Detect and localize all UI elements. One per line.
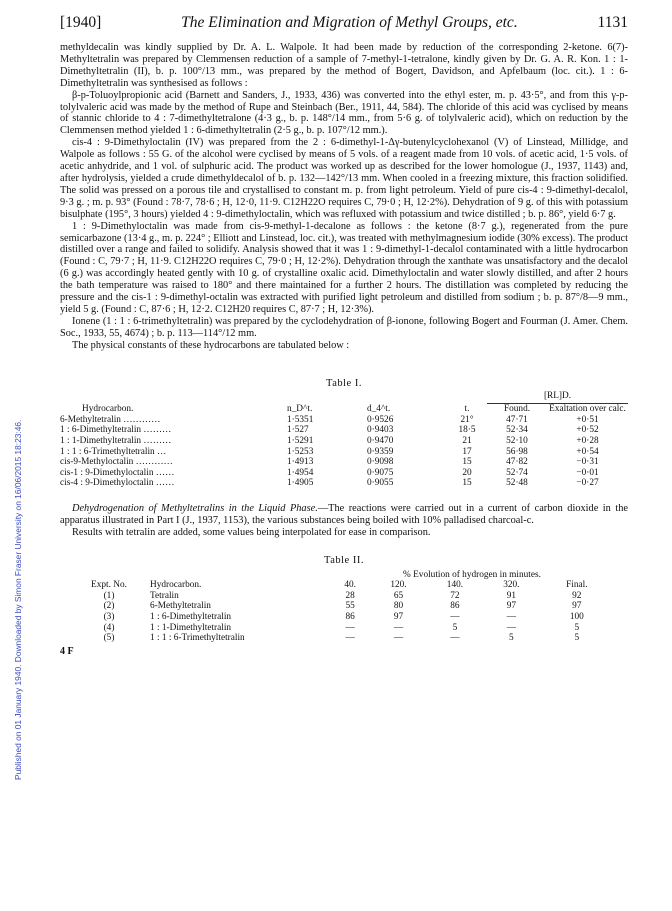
running-header <box>60 14 628 42</box>
table-cell: Tetralin <box>150 590 179 601</box>
table-cell: 1 : 1-Dimethyltetralin ……… <box>60 435 172 446</box>
column-header: Final. <box>566 580 588 591</box>
page <box>60 14 628 657</box>
section-text-run: —The reactions were carried out in a current of carbon dioxide in the apparatus illustrated in Part I (J., 1937, 1153), the various substances being boiled with 10% palladised charcoal-c. <box>60 502 628 526</box>
table-row <box>60 447 628 458</box>
paragraph: 1 : 9-Dimethyloctalin was made from cis-9-methyl-1-decalone as follows : the ketone (8·7 g.), regenerated from the pure semicarbazone (13·4 g., m. p. 224° ; Elliott and Linstead, loc. cit.), was treated with methylmagnesium iodide (30% excess). The product distilled over a range and failed to solidify. Analysis showed that it was 1 : 9-dimethyl-1-decalol contaminated with a little hydrocarbon (Found : C, 79·7 ; H, 11·9. C12H22O requires C, 79·0 ; H, 12·2%). Dehydration through the xanthate was unsatisfactory and the decalol (6 g.) was accordingly heated gently with 10 g. of crystalline oxalic acid. Dimethyloctalin and water slowly distilled, and after 2 hours the bath temperature was raised to 180° and there maintained for a further 2 hours. The distillation was completed by reducing the pressure and the cis-1 : 9-dimethyl-octalin was extracted with purified light petroleum and distilled from sodium ; b. p. 87°/8—9 mm., yield 5 g. (Found : C, 87·6 ; H, 12·2. C12H20 requires C, 87·7 ; H, 12·3%). <box>60 220 628 315</box>
table-cell: 6-Methyltetralin ………… <box>60 414 161 425</box>
table-cell: 92 <box>572 590 582 601</box>
column-header: Expt. No. <box>91 580 127 591</box>
table-cell: 28 <box>345 590 355 601</box>
table-cell: 5 <box>509 633 514 644</box>
table-cell: +0·51 <box>576 414 599 425</box>
table-cell: cis-4 : 9-Dimethyloctalin …… <box>60 478 175 489</box>
table-cell: 1 : 1 : 6-Trimethyltetralin <box>150 633 245 644</box>
table-cell: 1 : 6-Dimethyltetralin ……… <box>60 425 172 436</box>
column-header: n_D^t. <box>287 403 313 414</box>
table-cell: 0·9359 <box>367 446 394 457</box>
table-row <box>74 633 614 644</box>
table-cell: 1·4954 <box>287 467 314 478</box>
table-cell: 52·74 <box>506 467 528 478</box>
table-row <box>60 436 628 447</box>
table-cell: 0·9403 <box>367 425 394 436</box>
table-cell: 1·5253 <box>287 446 314 457</box>
table-cell: — <box>345 633 355 644</box>
table-cell: 97 <box>393 612 404 622</box>
section-text <box>60 503 628 539</box>
table-2 <box>74 570 614 644</box>
table-cell: 65 <box>393 590 404 601</box>
table-cell: — <box>506 612 517 622</box>
table-cell: 1·5291 <box>287 435 314 446</box>
table-row <box>74 612 614 623</box>
table-cell: 52·10 <box>506 435 528 446</box>
table-cell: — <box>450 612 460 622</box>
paragraph: β-p-Toluoylpropionic acid (Barnett and Sanders, J., 1933, 436) was converted into the ethyl ester, m. p. 43·5°, and from this γ-p-tolylvaleric acid was made by the method of Rupe and Steinbach (Ber., 1911, 44, 584). The chloride of this acid was cyclised by means of stannic chloride to 4 : 7-dimethyltetralone (4·3 g., b. p. 148°/14 mm., from 5·6 g. of tolylvaleric acid), which on reduction by the Clemmensen method yielded 1 : 6-dimethyltetralin (2·5 g., b. p. 107°/12 mm.). <box>60 89 628 137</box>
table-1-caption: Table I. <box>326 377 362 389</box>
table-cell: — <box>393 622 404 633</box>
body-text <box>60 42 628 352</box>
table-cell: −0·27 <box>576 478 599 489</box>
table-cell: 20 <box>462 467 472 478</box>
paragraph: Ionene (1 : 1 : 6-trimethyltetralin) was prepared by the cyclodehydration of β-ionone, following Bogert and Fourman (J. Amer. Chem. Soc., 1933, 55, 4674) ; b. p. 113—114°/12 mm. <box>60 315 628 339</box>
table-cell: — <box>393 633 404 644</box>
table-cell: −0·31 <box>576 457 599 468</box>
table-row <box>60 425 628 436</box>
table-cell: cis-9-Methyloctalin ………… <box>60 457 173 468</box>
table-cell: 15 <box>462 457 472 468</box>
signature-mark: 4 F <box>60 645 74 657</box>
table-cell: 97 <box>506 601 517 612</box>
table-cell: 80 <box>393 601 404 612</box>
provenance-text: Published on 01 January 1940. Downloaded by Simon Fraser University on 16/06/2015 18:23:46. <box>13 419 23 780</box>
table-cell: 100 <box>569 612 584 622</box>
column-header: Exaltation over calc. <box>549 404 626 415</box>
table-1-group-header: [RL]D. <box>487 391 628 404</box>
table-row <box>74 591 614 602</box>
column-header: 140. <box>446 580 464 591</box>
table-cell: 0·9055 <box>367 478 394 489</box>
table-cell: −0·01 <box>576 467 599 478</box>
table-cell: 1·4905 <box>287 478 314 489</box>
table-cell: 47·71 <box>506 414 528 425</box>
paragraph: methyldecalin was kindly supplied by Dr. A. L. Walpole. It had been made by reduction of the corresponding 2-ketone. 6(7)-Methyltetralin was prepared by Clemmensen reduction of a sample of 7-methyl-1-tetralone, kindly given by Dr. G. A. R. Kon. 1 : 1-Dimethyltetralin (II), b. p. 100°/13 mm., was prepared by the method of Bogert, Davidson, and Apfelbaum (loc. cit.). 1 : 6-Dimethyltetralin was synthesised as follows : <box>60 42 628 89</box>
table-cell: 1 : 1 : 6-Trimethyltetralin … <box>60 446 167 457</box>
table-cell: 86 <box>345 612 355 622</box>
column-header: 40. <box>344 580 356 591</box>
table-cell: 17 <box>462 446 472 457</box>
header-year: [1940] <box>60 14 102 31</box>
table-row <box>60 478 628 489</box>
table-cell: +0·54 <box>576 446 599 457</box>
table-cell: 18·5 <box>458 425 476 436</box>
table-cell: 5 <box>574 622 580 633</box>
table-cell: 0·9075 <box>367 467 394 478</box>
table-cell: 1·5351 <box>287 414 314 425</box>
table-cell: 47·82 <box>506 457 528 468</box>
table-row <box>60 457 628 468</box>
table-cell: 56·98 <box>506 446 528 457</box>
column-header: d_4^t. <box>367 403 391 414</box>
table-cell: — <box>506 622 517 633</box>
table-cell: 1 : 1-Dimethyltetralin <box>150 622 232 633</box>
table-cell: (3) <box>103 612 115 622</box>
table-cell: (2) <box>103 601 115 612</box>
column-header: Hydrocarbon. <box>82 403 134 414</box>
section-heading: Dehydrogenation of Methyltetralins in the Liquid Phase. <box>72 502 318 514</box>
table-cell: 21° <box>460 414 474 425</box>
column-header: 320. <box>503 580 520 591</box>
table-cell: 0·9098 <box>367 457 394 468</box>
table-2-caption: Table II. <box>324 554 364 566</box>
header-title: The Elimination and Migration of Methyl Groups, etc. <box>181 14 518 31</box>
table-cell: — <box>450 633 460 644</box>
column-header: t. <box>464 403 470 414</box>
table-cell: 52·48 <box>506 478 528 489</box>
table-cell: 0·9470 <box>367 435 394 446</box>
table-cell: 1 : 6-Dimethyltetralin <box>150 612 232 622</box>
table-cell: 72 <box>450 590 460 601</box>
table-cell: 1·527 <box>287 425 309 436</box>
table-1 <box>60 391 628 489</box>
table-cell: 0·9526 <box>367 414 394 425</box>
table-cell: 86 <box>450 601 460 612</box>
table-cell: (1) <box>103 590 115 601</box>
column-header: 120. <box>390 580 407 591</box>
table-cell: — <box>345 622 355 633</box>
table-cell: 1·4913 <box>287 457 314 468</box>
column-header: Found. <box>503 404 531 415</box>
table-cell: 6-Methyltetralin <box>150 601 211 612</box>
page-number: 1131 <box>597 14 628 31</box>
table-row <box>74 601 614 612</box>
table-row <box>60 415 628 426</box>
table-cell: (5) <box>103 633 115 644</box>
table-cell: 15 <box>462 478 472 489</box>
table-row <box>60 468 628 479</box>
paragraph: Results with tetralin are added, some values being interpolated for ease in comparison. <box>72 526 431 538</box>
table-cell: 55 <box>345 601 355 612</box>
table-row <box>74 623 614 634</box>
table-cell: cis-1 : 9-Dimethyloctalin …… <box>60 467 175 478</box>
column-header: Hydrocarbon. <box>150 580 202 591</box>
table-cell: 97 <box>572 601 582 612</box>
table-cell: 52·34 <box>506 425 528 436</box>
paragraph: cis-4 : 9-Dimethyloctalin (IV) was prepared from the 2 : 6-dimethyl-1-Δγ-butenylcyclohexanol (V) of Linstead, Millidge, and Walpole as follows : 55 G. of the alcohol were cyclised by means of 5 vols. of a reagent made from 10 vols. of acetic acid, 1·5 vols. of acetic anhydride, and 1 vol. of sulphuric acid. The product was worked up as described for the lower homologue (J., 1937, 1143) and, after hydrolysis, yielded a crude dimethyldecalol of b. p. 132—142°/13 mm. When cooled in a freezing mixture, this fraction solidified. The solid was pressed on a porous tile and crystallised to constant m. p. from light petroleum. Yield of pure cis-4 : 9-dimethyl-decalol, 9·3 g. ; m. p. 93° (Found : 78·7, 78·6 ; H, 12·0, 11·9. C12H22O requires C, 79·0 ; H, 12·2%). Dehydration of 9 g. of this with potassium bisulphate (195°, 3 hours) yielded 4 : 9-dimethyloctalin, which was refluxed with potassium and twice distilled ; b. p. 86°, yield 6·7 g. <box>60 137 628 220</box>
paragraph <box>60 503 628 527</box>
table-cell: (4) <box>103 622 115 633</box>
table-cell: +0·52 <box>576 425 599 436</box>
provenance-sidebar <box>2 140 23 780</box>
table-cell: 5 <box>574 633 580 644</box>
table-cell: 21 <box>462 435 472 446</box>
table-cell: +0·28 <box>576 435 599 446</box>
paragraph: The physical constants of these hydrocarbons are tabulated below : <box>72 339 350 351</box>
table-cell: 5 <box>452 622 458 633</box>
table-2-group-header: % Evolution of hydrogen in minutes. <box>403 569 541 580</box>
table-cell: 91 <box>506 590 517 601</box>
